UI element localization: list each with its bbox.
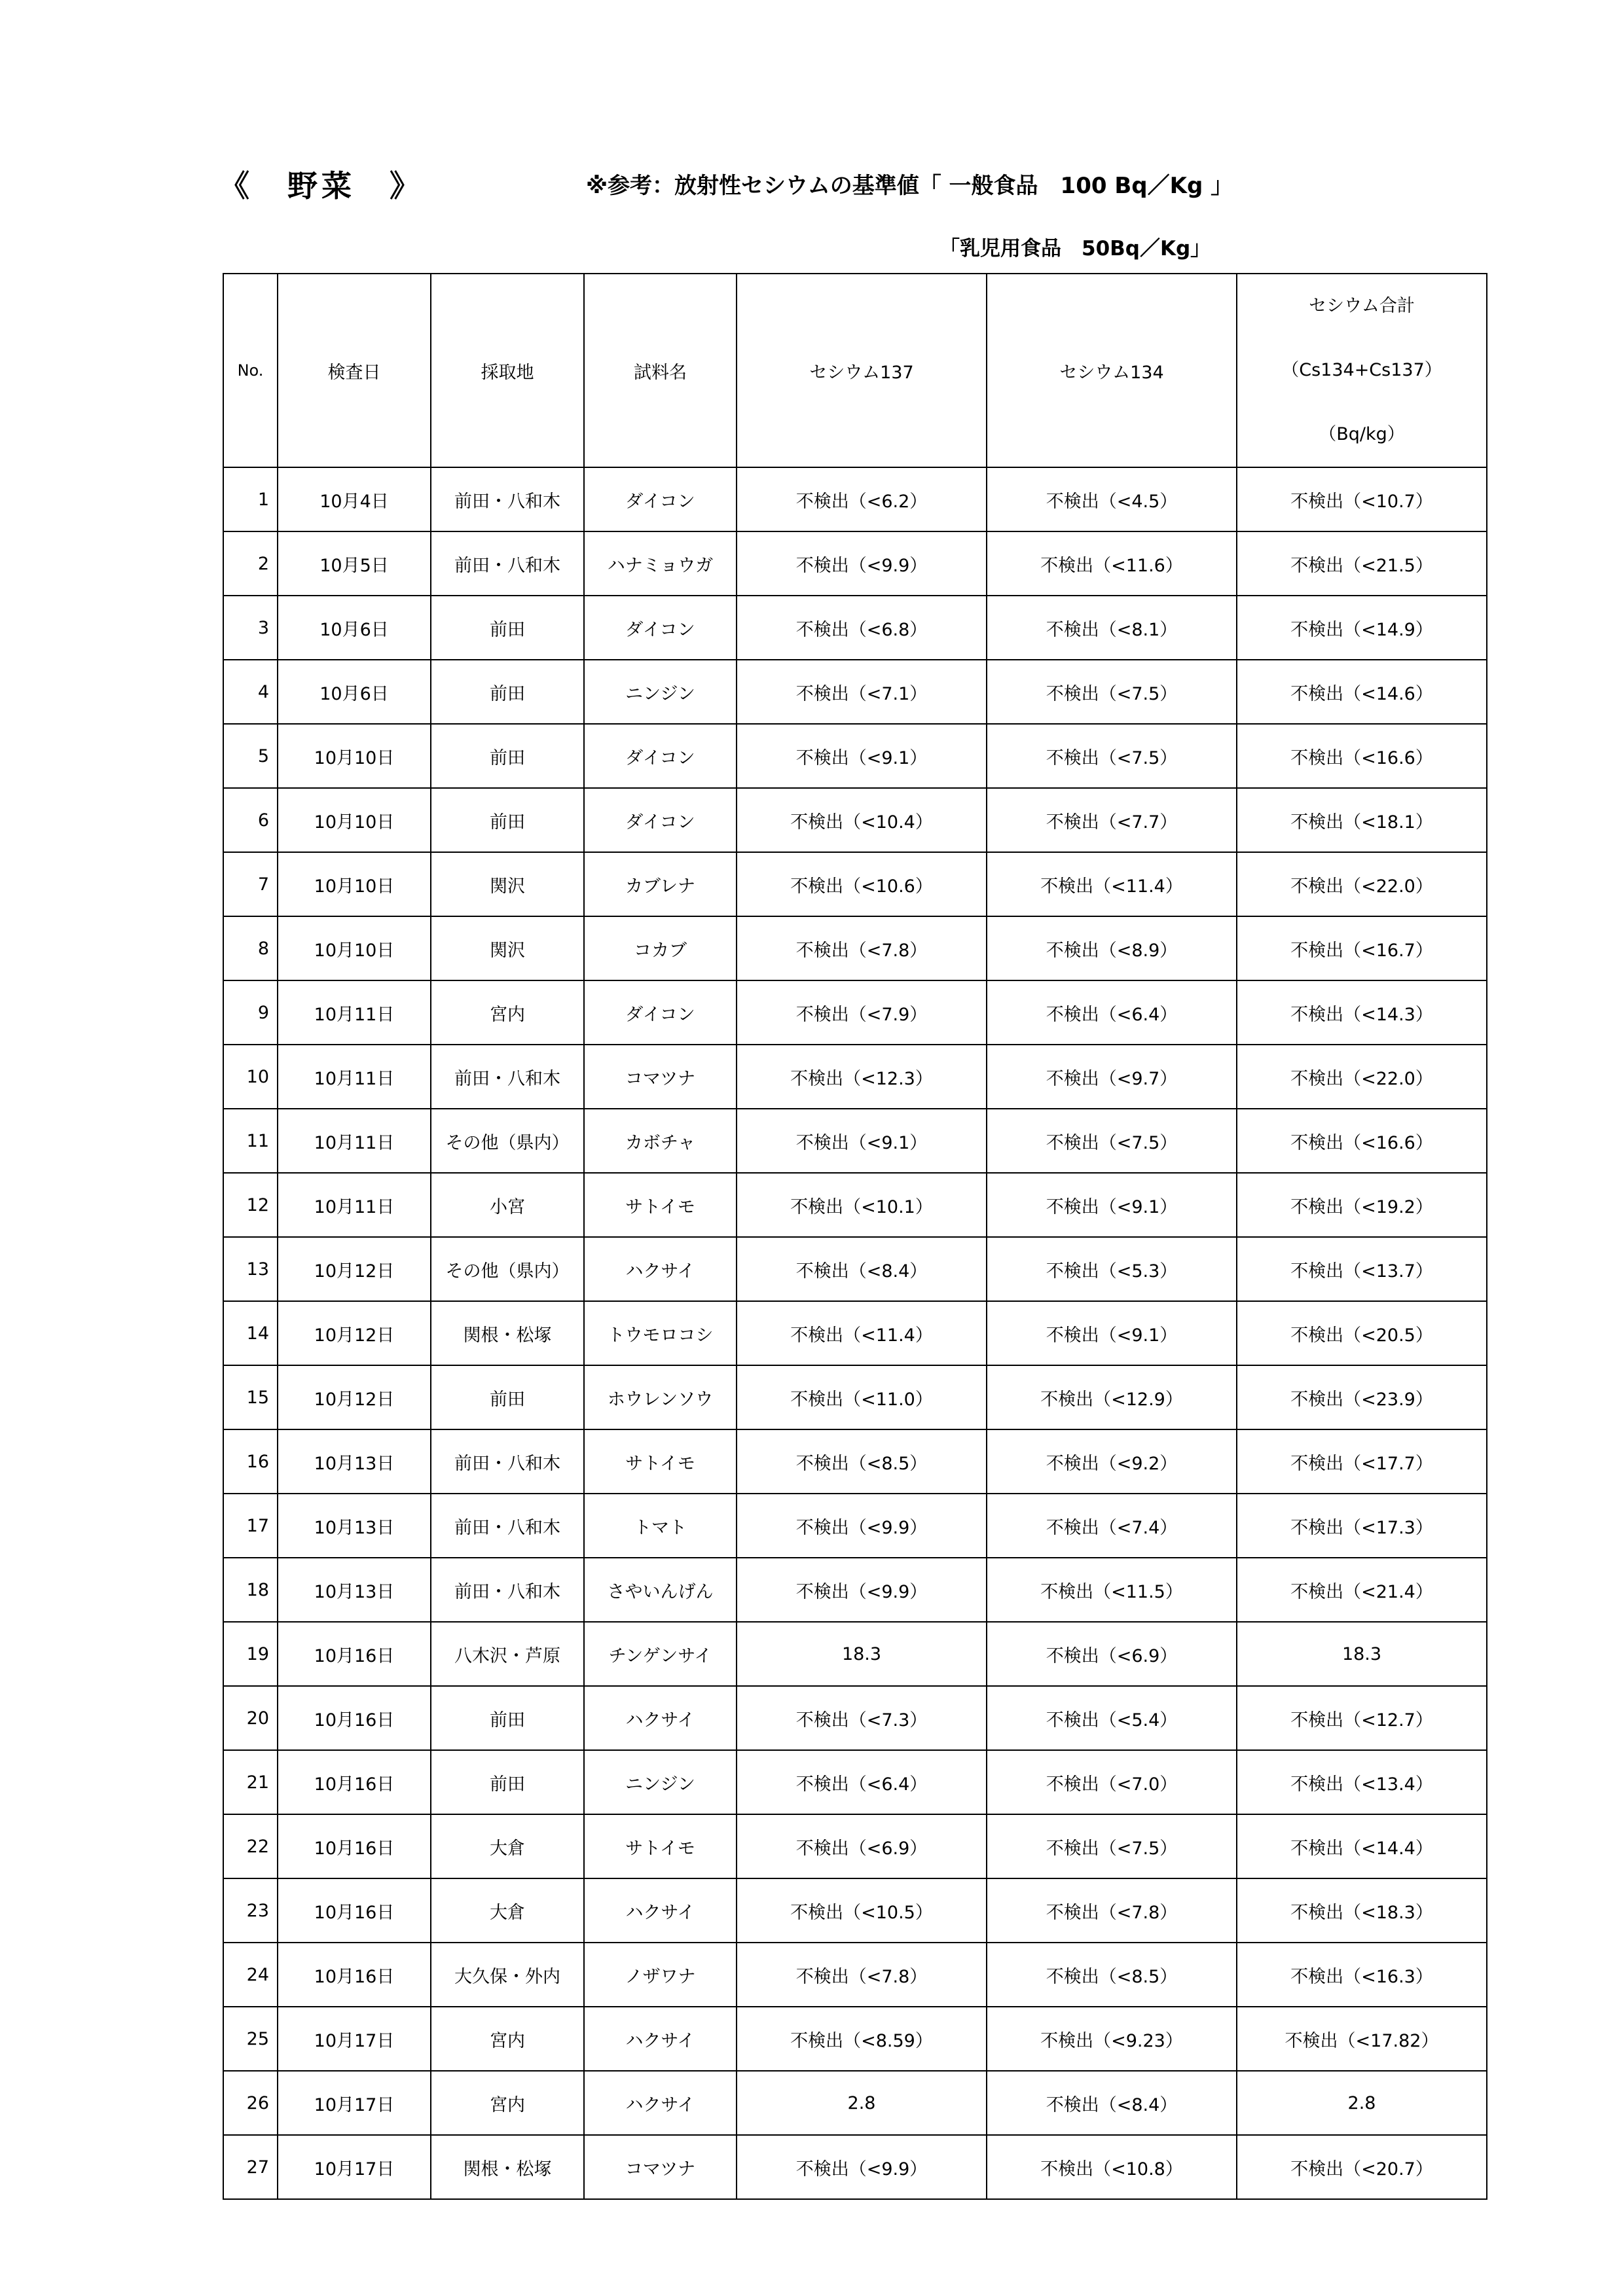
table-row bbox=[223, 2007, 1487, 2071]
cell-location: 八木沢・芦原 bbox=[431, 1622, 584, 1686]
cell-total: 不検出（<16.3） bbox=[1237, 1943, 1487, 2007]
header-cs137: セシウム137 bbox=[737, 274, 987, 467]
cell-date: 10月6日 bbox=[278, 660, 431, 724]
cell-cs137: 不検出（<10.6） bbox=[737, 852, 987, 916]
cell-total: 不検出（<22.0） bbox=[1237, 852, 1487, 916]
cell-cs137: 不検出（<10.1） bbox=[737, 1173, 987, 1237]
cell-location: 前田・八和木 bbox=[431, 1494, 584, 1558]
cell-location: 関沢 bbox=[431, 852, 584, 916]
cell-no: 27 bbox=[223, 2135, 278, 2199]
cell-sample: ニンジン bbox=[584, 660, 737, 724]
cell-sample: ダイコン bbox=[584, 596, 737, 660]
cell-date: 10月10日 bbox=[278, 788, 431, 852]
cell-total: 不検出（<20.5） bbox=[1237, 1301, 1487, 1365]
cell-location: 前田 bbox=[431, 1365, 584, 1429]
cell-cs137: 不検出（<6.4） bbox=[737, 1750, 987, 1814]
cell-location: 小宮 bbox=[431, 1173, 584, 1237]
cell-total: 不検出（<17.3） bbox=[1237, 1494, 1487, 1558]
table-row bbox=[223, 2071, 1487, 2135]
cell-date: 10月11日 bbox=[278, 1045, 431, 1109]
cell-cs137: 不検出（<7.8） bbox=[737, 1943, 987, 2007]
table-row bbox=[223, 596, 1487, 660]
cell-sample: サトイモ bbox=[584, 1173, 737, 1237]
table-header-row bbox=[223, 274, 1487, 467]
cell-location: 前田・八和木 bbox=[431, 467, 584, 531]
cell-date: 10月17日 bbox=[278, 2007, 431, 2071]
cell-cs134: 不検出（<5.3） bbox=[987, 1237, 1237, 1301]
cell-date: 10月13日 bbox=[278, 1494, 431, 1558]
cell-location: 前田 bbox=[431, 788, 584, 852]
cell-location: 前田 bbox=[431, 724, 584, 788]
header-total-formula: （Cs134+Cs137） bbox=[1281, 360, 1442, 380]
table-row bbox=[223, 1237, 1487, 1301]
cell-cs134: 不検出（<8.1） bbox=[987, 596, 1237, 660]
cell-sample: ダイコン bbox=[584, 724, 737, 788]
cell-sample: ホウレンソウ bbox=[584, 1365, 737, 1429]
cell-total: 不検出（<14.4） bbox=[1237, 1814, 1487, 1878]
cell-no: 22 bbox=[223, 1814, 278, 1878]
cell-no: 13 bbox=[223, 1237, 278, 1301]
cell-date: 10月16日 bbox=[278, 1814, 431, 1878]
cell-location: 前田 bbox=[431, 660, 584, 724]
cell-cs137: 18.3 bbox=[737, 1622, 987, 1686]
reference-note-general: ※参考：放射性セシウムの基準値「 一般食品 100 Bq／Kg 」 bbox=[586, 173, 1233, 199]
table-row bbox=[223, 788, 1487, 852]
table-row bbox=[223, 1943, 1487, 2007]
cell-total: 不検出（<16.6） bbox=[1237, 1109, 1487, 1173]
cell-no: 2 bbox=[223, 531, 278, 596]
cell-cs134: 不検出（<6.4） bbox=[987, 980, 1237, 1045]
cell-sample: コカブ bbox=[584, 916, 737, 980]
table-body bbox=[223, 467, 1487, 2199]
cell-no: 11 bbox=[223, 1109, 278, 1173]
cell-cs137: 不検出（<9.9） bbox=[737, 1558, 987, 1622]
cell-cs137: 不検出（<7.9） bbox=[737, 980, 987, 1045]
page-title: 《 野菜 》 bbox=[219, 168, 424, 204]
cell-cs137: 不検出（<9.9） bbox=[737, 2135, 987, 2199]
table-row bbox=[223, 1301, 1487, 1365]
cell-no: 12 bbox=[223, 1173, 278, 1237]
cell-total: 不検出（<23.9） bbox=[1237, 1365, 1487, 1429]
cell-cs134: 不検出（<6.9） bbox=[987, 1622, 1237, 1686]
cell-sample: サトイモ bbox=[584, 1429, 737, 1494]
header-no: No. bbox=[223, 274, 278, 467]
cell-no: 16 bbox=[223, 1429, 278, 1494]
cell-location: 大久保・外内 bbox=[431, 1943, 584, 2007]
cell-date: 10月16日 bbox=[278, 1622, 431, 1686]
cell-cs137: 不検出（<6.9） bbox=[737, 1814, 987, 1878]
table-row bbox=[223, 1686, 1487, 1750]
cell-location: 前田 bbox=[431, 1750, 584, 1814]
cell-cs137: 不検出（<6.8） bbox=[737, 596, 987, 660]
cell-no: 23 bbox=[223, 1878, 278, 1943]
cell-sample: ハクサイ bbox=[584, 2007, 737, 2071]
cell-location: 関根・松塚 bbox=[431, 1301, 584, 1365]
table-row bbox=[223, 1750, 1487, 1814]
header-location: 採取地 bbox=[431, 274, 584, 467]
cell-total: 不検出（<13.4） bbox=[1237, 1750, 1487, 1814]
table-row bbox=[223, 531, 1487, 596]
header-date: 検査日 bbox=[278, 274, 431, 467]
cell-location: 前田・八和木 bbox=[431, 1429, 584, 1494]
table-row bbox=[223, 980, 1487, 1045]
cell-location: 宮内 bbox=[431, 980, 584, 1045]
cell-cs134: 不検出（<8.9） bbox=[987, 916, 1237, 980]
cell-cs134: 不検出（<7.7） bbox=[987, 788, 1237, 852]
cell-no: 17 bbox=[223, 1494, 278, 1558]
cell-date: 10月12日 bbox=[278, 1365, 431, 1429]
table-row bbox=[223, 1814, 1487, 1878]
cell-date: 10月5日 bbox=[278, 531, 431, 596]
cell-location: 大倉 bbox=[431, 1878, 584, 1943]
cell-no: 10 bbox=[223, 1045, 278, 1109]
cell-date: 10月13日 bbox=[278, 1558, 431, 1622]
header-total bbox=[1237, 274, 1487, 467]
cell-total: 2.8 bbox=[1237, 2071, 1487, 2135]
cell-no: 25 bbox=[223, 2007, 278, 2071]
cell-date: 10月16日 bbox=[278, 1943, 431, 2007]
table-row bbox=[223, 660, 1487, 724]
cell-date: 10月10日 bbox=[278, 852, 431, 916]
header-sample: 試料名 bbox=[584, 274, 737, 467]
cell-total: 不検出（<21.5） bbox=[1237, 531, 1487, 596]
cell-sample: ハナミョウガ bbox=[584, 531, 737, 596]
cell-no: 9 bbox=[223, 980, 278, 1045]
cell-no: 14 bbox=[223, 1301, 278, 1365]
cell-cs137: 不検出（<6.2） bbox=[737, 467, 987, 531]
table-row bbox=[223, 852, 1487, 916]
cell-location: 前田 bbox=[431, 1686, 584, 1750]
cell-cs134: 不検出（<4.5） bbox=[987, 467, 1237, 531]
cell-cs137: 不検出（<9.9） bbox=[737, 531, 987, 596]
cell-cs137: 不検出（<8.5） bbox=[737, 1429, 987, 1494]
cell-cs137: 不検出（<9.1） bbox=[737, 724, 987, 788]
cell-location: 大倉 bbox=[431, 1814, 584, 1878]
table-row bbox=[223, 1173, 1487, 1237]
cell-cs134: 不検出（<7.4） bbox=[987, 1494, 1237, 1558]
cell-cs137: 不検出（<9.1） bbox=[737, 1109, 987, 1173]
cell-no: 7 bbox=[223, 852, 278, 916]
cell-no: 6 bbox=[223, 788, 278, 852]
cell-date: 10月10日 bbox=[278, 724, 431, 788]
cell-total: 不検出（<20.7） bbox=[1237, 2135, 1487, 2199]
cell-location: 前田 bbox=[431, 596, 584, 660]
reference-note-infant: 「乳児用食品 50Bq／Kg」 bbox=[939, 237, 1211, 260]
table-row bbox=[223, 1494, 1487, 1558]
cell-sample: チンゲンサイ bbox=[584, 1622, 737, 1686]
cell-sample: ダイコン bbox=[584, 788, 737, 852]
cell-sample: ニンジン bbox=[584, 1750, 737, 1814]
cell-sample: ハクサイ bbox=[584, 1878, 737, 1943]
cell-location: 前田・八和木 bbox=[431, 531, 584, 596]
cell-total: 不検出（<18.1） bbox=[1237, 788, 1487, 852]
cell-date: 10月13日 bbox=[278, 1429, 431, 1494]
cell-location: その他（県内） bbox=[431, 1237, 584, 1301]
cell-date: 10月16日 bbox=[278, 1750, 431, 1814]
cell-cs134: 不検出（<10.8） bbox=[987, 2135, 1237, 2199]
cell-cs137: 不検出（<7.1） bbox=[737, 660, 987, 724]
table-row bbox=[223, 2135, 1487, 2199]
cell-sample: カボチャ bbox=[584, 1109, 737, 1173]
cell-cs134: 不検出（<5.4） bbox=[987, 1686, 1237, 1750]
cell-location: 前田・八和木 bbox=[431, 1558, 584, 1622]
cell-sample: ノザワナ bbox=[584, 1943, 737, 2007]
cell-cs134: 不検出（<7.0） bbox=[987, 1750, 1237, 1814]
table-row bbox=[223, 467, 1487, 531]
cell-cs137: 不検出（<11.4） bbox=[737, 1301, 987, 1365]
table-row bbox=[223, 1045, 1487, 1109]
cell-cs134: 不検出（<12.9） bbox=[987, 1365, 1237, 1429]
cell-cs137: 不検出（<10.5） bbox=[737, 1878, 987, 1943]
cell-total: 不検出（<13.7） bbox=[1237, 1237, 1487, 1301]
cell-total: 不検出（<19.2） bbox=[1237, 1173, 1487, 1237]
cell-cs134: 不検出（<7.5） bbox=[987, 1814, 1237, 1878]
cell-date: 10月10日 bbox=[278, 916, 431, 980]
cell-cs134: 不検出（<8.5） bbox=[987, 1943, 1237, 2007]
cell-date: 10月16日 bbox=[278, 1878, 431, 1943]
cell-no: 24 bbox=[223, 1943, 278, 2007]
cell-sample: コマツナ bbox=[584, 1045, 737, 1109]
cell-location: 関沢 bbox=[431, 916, 584, 980]
table-row bbox=[223, 1622, 1487, 1686]
cell-date: 10月6日 bbox=[278, 596, 431, 660]
cell-sample: トマト bbox=[584, 1494, 737, 1558]
cell-cs134: 不検出（<9.1） bbox=[987, 1301, 1237, 1365]
cell-date: 10月11日 bbox=[278, 1173, 431, 1237]
cell-cs134: 不検出（<7.5） bbox=[987, 1109, 1237, 1173]
cell-no: 21 bbox=[223, 1750, 278, 1814]
cell-date: 10月4日 bbox=[278, 467, 431, 531]
table-row bbox=[223, 1429, 1487, 1494]
cell-cs134: 不検出（<7.8） bbox=[987, 1878, 1237, 1943]
cell-sample: ハクサイ bbox=[584, 1686, 737, 1750]
cell-cs134: 不検出（<9.7） bbox=[987, 1045, 1237, 1109]
cell-no: 18 bbox=[223, 1558, 278, 1622]
cell-date: 10月12日 bbox=[278, 1301, 431, 1365]
cell-cs137: 不検出（<9.9） bbox=[737, 1494, 987, 1558]
cell-total: 不検出（<14.3） bbox=[1237, 980, 1487, 1045]
cell-total: 不検出（<17.7） bbox=[1237, 1429, 1487, 1494]
table-row bbox=[223, 724, 1487, 788]
table-row bbox=[223, 1878, 1487, 1943]
cell-no: 4 bbox=[223, 660, 278, 724]
cell-location: 関根・松塚 bbox=[431, 2135, 584, 2199]
cell-sample: ハクサイ bbox=[584, 2071, 737, 2135]
cell-total: 不検出（<14.9） bbox=[1237, 596, 1487, 660]
cell-cs134: 不検出（<7.5） bbox=[987, 724, 1237, 788]
cell-no: 3 bbox=[223, 596, 278, 660]
cell-total: 不検出（<22.0） bbox=[1237, 1045, 1487, 1109]
cell-no: 26 bbox=[223, 2071, 278, 2135]
cell-sample: コマツナ bbox=[584, 2135, 737, 2199]
cell-cs134: 不検出（<11.6） bbox=[987, 531, 1237, 596]
cell-cs134: 不検出（<11.5） bbox=[987, 1558, 1237, 1622]
cell-total: 18.3 bbox=[1237, 1622, 1487, 1686]
cell-location: 宮内 bbox=[431, 2007, 584, 2071]
cell-cs137: 不検出（<7.3） bbox=[737, 1686, 987, 1750]
cell-date: 10月11日 bbox=[278, 980, 431, 1045]
cell-no: 1 bbox=[223, 467, 278, 531]
table-row bbox=[223, 916, 1487, 980]
cell-total: 不検出（<21.4） bbox=[1237, 1558, 1487, 1622]
cell-sample: トウモロコシ bbox=[584, 1301, 737, 1365]
header-total-unit: （Bq/kg） bbox=[1319, 424, 1405, 444]
cell-sample: ダイコン bbox=[584, 467, 737, 531]
cell-cs137: 不検出（<12.3） bbox=[737, 1045, 987, 1109]
cell-total: 不検出（<14.6） bbox=[1237, 660, 1487, 724]
cell-location: その他（県内） bbox=[431, 1109, 584, 1173]
cell-no: 15 bbox=[223, 1365, 278, 1429]
cell-no: 5 bbox=[223, 724, 278, 788]
cell-cs134: 不検出（<9.1） bbox=[987, 1173, 1237, 1237]
cell-location: 宮内 bbox=[431, 2071, 584, 2135]
cell-date: 10月17日 bbox=[278, 2071, 431, 2135]
radioactivity-results-table bbox=[223, 273, 1487, 2200]
header-cs134: セシウム134 bbox=[987, 274, 1237, 467]
cell-date: 10月17日 bbox=[278, 2135, 431, 2199]
cell-cs137: 不検出（<8.4） bbox=[737, 1237, 987, 1301]
cell-cs134: 不検出（<11.4） bbox=[987, 852, 1237, 916]
cell-total: 不検出（<16.6） bbox=[1237, 724, 1487, 788]
cell-cs137: 2.8 bbox=[737, 2071, 987, 2135]
cell-cs137: 不検出（<10.4） bbox=[737, 788, 987, 852]
header-total-label: セシウム合計 bbox=[1309, 296, 1415, 316]
cell-total: 不検出（<18.3） bbox=[1237, 1878, 1487, 1943]
cell-location: 前田・八和木 bbox=[431, 1045, 584, 1109]
cell-cs134: 不検出（<7.5） bbox=[987, 660, 1237, 724]
cell-total: 不検出（<12.7） bbox=[1237, 1686, 1487, 1750]
cell-sample: サトイモ bbox=[584, 1814, 737, 1878]
table-row bbox=[223, 1558, 1487, 1622]
cell-no: 19 bbox=[223, 1622, 278, 1686]
cell-total: 不検出（<16.7） bbox=[1237, 916, 1487, 980]
cell-date: 10月11日 bbox=[278, 1109, 431, 1173]
cell-total: 不検出（<17.82） bbox=[1237, 2007, 1487, 2071]
table-row bbox=[223, 1365, 1487, 1429]
cell-cs137: 不検出（<7.8） bbox=[737, 916, 987, 980]
cell-no: 8 bbox=[223, 916, 278, 980]
cell-date: 10月12日 bbox=[278, 1237, 431, 1301]
cell-cs137: 不検出（<11.0） bbox=[737, 1365, 987, 1429]
cell-sample: さやいんげん bbox=[584, 1558, 737, 1622]
cell-no: 20 bbox=[223, 1686, 278, 1750]
cell-sample: ダイコン bbox=[584, 980, 737, 1045]
cell-cs134: 不検出（<9.2） bbox=[987, 1429, 1237, 1494]
cell-date: 10月16日 bbox=[278, 1686, 431, 1750]
cell-cs134: 不検出（<8.4） bbox=[987, 2071, 1237, 2135]
cell-cs137: 不検出（<8.59） bbox=[737, 2007, 987, 2071]
cell-total: 不検出（<10.7） bbox=[1237, 467, 1487, 531]
cell-sample: カブレナ bbox=[584, 852, 737, 916]
cell-sample: ハクサイ bbox=[584, 1237, 737, 1301]
table-row bbox=[223, 1109, 1487, 1173]
cell-cs134: 不検出（<9.23） bbox=[987, 2007, 1237, 2071]
